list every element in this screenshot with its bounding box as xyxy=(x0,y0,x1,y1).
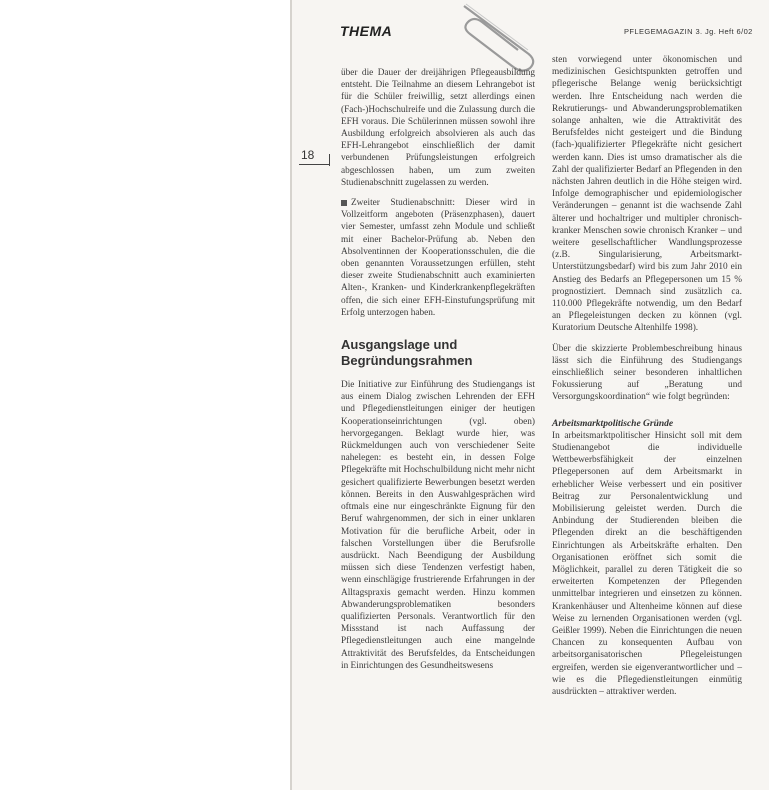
page-number: 18 xyxy=(301,148,315,162)
magazine-header: PFLEGEMAGAZIN 3. Jg. Heft 6/02 xyxy=(624,27,753,36)
paper-clip-icon xyxy=(456,0,552,74)
section-heading: Ausgangslage und Begründungsrahmen xyxy=(341,337,473,369)
left-paragraph-3: Die Initiative zur Einführung des Studiengangs ist aus einem Dialog zwischen Lehrenden der EFH und Pflegedienstleitungen einiger der heutigen Kooperationseinrichtungen (vgl. oben) hervorgegangen. Beklagt wurde hier, was Rückmeldungen auch von verschiedener Seite nahelegen: es besteht ein, in dessen Folge Pflegekräfte mit Hochschulbildung nicht mehr nicht gesichert qualifizierte Bewerbungen besetzt werden können. Bereits in den Auswahlgesprächen wird oftmals eine nur eingeschränkte Eignung für den Beruf wahrgenommen, der sich in einer unklaren Motivation für die berufliche Arbeit, oder in falschen Vorstellungen über die Berufsrolle ausdrückt. Nach Beendigung der Ausbildung müssen sich diese Tendenzen verfestigt haben, wenn einschlägige frustrierende Erfahrungen in der Alltagspraxis gemacht werden. Hinzu kommen Abwanderungsproblematiken besonders qualifizierten Personals. Verantwortlich für den Missstand ist nach Auffassung der Pflegedienstleitungen auch eine mangelnde Attraktivität des Berufsfeldes, da Entscheidungen in Einrichtungen des Gesundheitswesens xyxy=(341,380,535,671)
section-header: THEMA xyxy=(340,23,393,39)
right-paragraph-1: sten vorwiegend unter ökonomischen und medizinischen Gesichtspunkten getroffen und pflegerische Belange wenig berücksichtigt werden. Ihre Entscheidung nach werden die Rekrutierungs- und Abwanderungsproblematiken solange anhalten, wie die Attraktivität des Berufsfeldes nicht gesteigert und die Bindung (fach-)qualifizierter Pflegekräfte nicht gesichert werden kann. Dies ist umso dramatischer als die Zahl der qualifizierter Bedarf an Pflegenden in den nächsten Jahren deutlich in die Höhe steigen wird. Infolge demographischer und epidemiologischer Veränderungen – genannt ist die wachsende Zahl älterer und hochaltriger und multipler chronisch-kranker Menschen sowie chronisch Kranker – und weitere gesellschaftlicher Wandlungsprozesse (z.B. Singularisierung, Arbeitsmarkt-Unterstützungsbedarf) wird bis zum Jahr 2010 ein Anstieg des Bedarfs an Pflegepersonen um 15 % prognostiziert. Demnach sind zusätzlich ca. 110.000 Pflegekräfte notwendig, um den Bedarf an Pflegeleistungen decken zu können (vgl. Kuratorium Deutsche Altenhilfe 1998). xyxy=(552,55,742,334)
left-paragraph-2-text: Zweiter Studienabschnitt: Dieser wird in Vollzeitform angeboten (Präsenzphasen), dauert vier Semester, umfasst zehn Module und schließt mit einer Bachelor-Prüfung ab. Neben den Absolventinnen der Kooperationsschulen, die die oben genannten Voraussetzungen erfüllen, steht dieser zweite Studienabschnitt auch examinierten Alten-, Kranken- und Kinderkrankenpflegekräften offen, die sich einer EFH-Einstufungsprüfung mit Erfolg unterzogen haben. xyxy=(341,198,535,318)
page-edge xyxy=(290,0,292,790)
right-paragraph-3: In arbeitsmarktpolitischer Hinsicht soll mit dem Studienangebot die individuelle Wettbewerbsfähigkeit der einzelnen Pflegepersonen auf dem Arbeitsmarkt in erheblicher Weise verbessert und ein positiver Beitrag zur Personalentwicklung und Mobilisierung geleistet werden. Durch die Anbindung der Studierenden bleiben die Pflegenden direkt an die beschäftigenden Einrichtungen als Arbeitskräfte erhalten. Den Organisationen eröffnet sich somit die Möglichkeit, parallel zu deren Tätigkeit die so erweiterten Kompetenzen der Pflegenden unmittelbar integrieren und einsetzen zu können. Krankenhäuser und Altenheime können auf diese Weise zu lernenden Organisationen werden (vgl. Geißler 1999). Neben die Einrichtungen die neuen Chancen zu konsequenten Aufbau von arbeitsorganisatorischen Pflegeleistungen ergreifen, werden sie eigenverantwortlicher und – wie es die Pflegedienstleitungen einmütig ausdrückten – attraktiver werden. xyxy=(552,430,742,697)
margin-tick xyxy=(329,154,330,166)
left-paragraph-2 xyxy=(341,197,535,319)
left-column xyxy=(341,67,535,680)
margin-rule xyxy=(299,164,329,165)
square-bullet-icon xyxy=(341,200,347,206)
right-column xyxy=(552,54,742,706)
left-paragraph-1: über die Dauer der dreijährigen Pflegeausbildung entsteht. Die Teilnahme an diesem Lehrangebot ist für die Schüler freiwillig, setzt allerdings einen (Fach-)Hochschulreife und die Zulassung durch die EFH voraus. Die Schülerinnen müssen sowohl ihre Ausbildung erfolgreich absolvieren als auch das EFH-Lehrangebot einschließlich der damit verbundenen Prüfungsleistungen erfolgreich abgeschlossen haben, um zum zweiten Studienabschnitt zugelassen zu werden. xyxy=(341,68,535,188)
subsection-heading: Arbeitsmarktpolitische Gründe xyxy=(552,418,674,429)
right-paragraph-2: Über die skizzierte Problembeschreibung hinaus lässt sich die Einführung des Studiengangs einschließlich seiner besonderen inhaltlichen Fokussierung auf „Beratung und Versorgungskoordination“ wie folgt begründen: xyxy=(552,343,742,403)
